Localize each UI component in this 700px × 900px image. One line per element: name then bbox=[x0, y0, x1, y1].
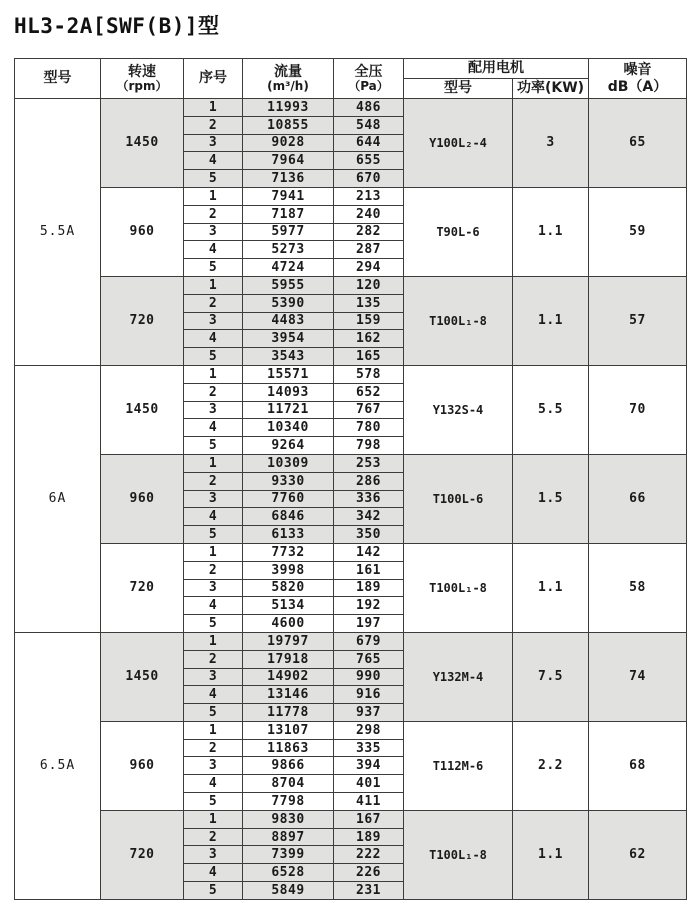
table-row bbox=[15, 187, 687, 205]
pressure-cell: 342 bbox=[334, 508, 404, 526]
pressure-cell: 548 bbox=[334, 116, 404, 134]
header-row-1 bbox=[15, 59, 687, 79]
flow-cell: 6846 bbox=[243, 508, 334, 526]
serial-cell: 1 bbox=[184, 721, 243, 739]
serial-cell: 4 bbox=[184, 330, 243, 348]
rpm-cell: 1450 bbox=[101, 365, 184, 454]
motor-model-cell: Y132S-4 bbox=[404, 365, 513, 454]
motor-model-cell: T100L₁-8 bbox=[404, 276, 513, 365]
pressure-cell: 298 bbox=[334, 721, 404, 739]
serial-cell: 3 bbox=[184, 668, 243, 686]
flow-cell: 5273 bbox=[243, 241, 334, 259]
serial-cell: 5 bbox=[184, 259, 243, 277]
serial-cell: 4 bbox=[184, 597, 243, 615]
pressure-cell: 670 bbox=[334, 170, 404, 188]
pressure-cell: 486 bbox=[334, 99, 404, 117]
flow-cell: 7760 bbox=[243, 490, 334, 508]
flow-cell: 4483 bbox=[243, 312, 334, 330]
header-model bbox=[15, 59, 101, 99]
noise-cell: 68 bbox=[589, 721, 687, 810]
serial-cell: 3 bbox=[184, 846, 243, 864]
spec-table-body bbox=[15, 99, 687, 900]
serial-cell: 2 bbox=[184, 561, 243, 579]
serial-cell: 4 bbox=[184, 241, 243, 259]
pressure-cell: 213 bbox=[334, 187, 404, 205]
motor-model-cell: T90L-6 bbox=[404, 187, 513, 276]
flow-cell: 7798 bbox=[243, 793, 334, 811]
serial-cell: 5 bbox=[184, 615, 243, 633]
serial-cell: 4 bbox=[184, 508, 243, 526]
serial-cell: 3 bbox=[184, 579, 243, 597]
header-pressure: 全压 （Pa） bbox=[334, 59, 404, 99]
pressure-cell: 189 bbox=[334, 828, 404, 846]
pressure-cell: 644 bbox=[334, 134, 404, 152]
serial-cell: 2 bbox=[184, 739, 243, 757]
page-title: HL3-2A[SWF(B)]型 bbox=[14, 14, 220, 38]
flow-cell: 7399 bbox=[243, 846, 334, 864]
motor-model-cell: Y132M-4 bbox=[404, 632, 513, 721]
pressure-cell: 135 bbox=[334, 294, 404, 312]
motor-power-cell: 1.1 bbox=[513, 543, 589, 632]
header-flow: 流量 (m³/h) bbox=[243, 59, 334, 99]
serial-cell: 2 bbox=[184, 828, 243, 846]
pressure-cell: 159 bbox=[334, 312, 404, 330]
flow-cell: 6528 bbox=[243, 864, 334, 882]
flow-cell: 3543 bbox=[243, 348, 334, 366]
pressure-cell: 165 bbox=[334, 348, 404, 366]
serial-cell: 5 bbox=[184, 704, 243, 722]
rpm-cell: 1450 bbox=[101, 99, 184, 188]
motor-power-cell: 3 bbox=[513, 99, 589, 188]
table-row bbox=[15, 276, 687, 294]
table-row bbox=[15, 454, 687, 472]
flow-cell: 9330 bbox=[243, 472, 334, 490]
serial-cell: 4 bbox=[184, 775, 243, 793]
flow-cell: 5390 bbox=[243, 294, 334, 312]
serial-cell: 5 bbox=[184, 437, 243, 455]
noise-cell: 66 bbox=[589, 454, 687, 543]
flow-cell: 3954 bbox=[243, 330, 334, 348]
header-motor-group: 配用电机 bbox=[404, 59, 589, 79]
table-header bbox=[15, 59, 687, 99]
pressure-cell: 335 bbox=[334, 739, 404, 757]
serial-cell: 3 bbox=[184, 312, 243, 330]
serial-cell: 5 bbox=[184, 526, 243, 544]
pressure-cell: 167 bbox=[334, 810, 404, 828]
fan-spec-table bbox=[14, 58, 687, 900]
flow-cell: 11778 bbox=[243, 704, 334, 722]
serial-cell: 3 bbox=[184, 401, 243, 419]
motor-model-cell: T100L₁-8 bbox=[404, 810, 513, 899]
flow-cell: 10855 bbox=[243, 116, 334, 134]
flow-cell: 9264 bbox=[243, 437, 334, 455]
pressure-cell: 161 bbox=[334, 561, 404, 579]
table-row bbox=[15, 721, 687, 739]
flow-cell: 9028 bbox=[243, 134, 334, 152]
motor-power-cell: 1.1 bbox=[513, 276, 589, 365]
pressure-cell: 655 bbox=[334, 152, 404, 170]
table-row bbox=[15, 365, 687, 383]
flow-cell: 6133 bbox=[243, 526, 334, 544]
header-motor-model: 型号 bbox=[404, 79, 513, 99]
noise-cell: 57 bbox=[589, 276, 687, 365]
flow-cell: 7732 bbox=[243, 543, 334, 561]
pressure-cell: 937 bbox=[334, 704, 404, 722]
motor-power-cell: 1.5 bbox=[513, 454, 589, 543]
header-model-label: 型号 bbox=[43, 70, 72, 87]
serial-cell: 5 bbox=[184, 793, 243, 811]
pressure-cell: 765 bbox=[334, 650, 404, 668]
serial-cell: 4 bbox=[184, 686, 243, 704]
serial-cell: 2 bbox=[184, 205, 243, 223]
header-serial: 序号 bbox=[184, 59, 243, 99]
header-motor-power: 功率(KW) bbox=[513, 79, 589, 99]
flow-cell: 7187 bbox=[243, 205, 334, 223]
flow-cell: 17918 bbox=[243, 650, 334, 668]
table-row bbox=[15, 632, 687, 650]
pressure-cell: 652 bbox=[334, 383, 404, 401]
pressure-cell: 411 bbox=[334, 793, 404, 811]
pressure-cell: 226 bbox=[334, 864, 404, 882]
pressure-cell: 189 bbox=[334, 579, 404, 597]
flow-cell: 10309 bbox=[243, 454, 334, 472]
flow-cell: 13107 bbox=[243, 721, 334, 739]
model-cell: 6.5A bbox=[15, 632, 101, 899]
table-row bbox=[15, 543, 687, 561]
motor-model-cell: T100L₁-8 bbox=[404, 543, 513, 632]
pressure-cell: 286 bbox=[334, 472, 404, 490]
pressure-cell: 222 bbox=[334, 846, 404, 864]
serial-cell: 1 bbox=[184, 810, 243, 828]
noise-cell: 65 bbox=[589, 99, 687, 188]
serial-cell: 4 bbox=[184, 864, 243, 882]
flow-cell: 5955 bbox=[243, 276, 334, 294]
pressure-cell: 162 bbox=[334, 330, 404, 348]
motor-power-cell: 1.1 bbox=[513, 187, 589, 276]
flow-cell: 13146 bbox=[243, 686, 334, 704]
pressure-cell: 401 bbox=[334, 775, 404, 793]
serial-cell: 5 bbox=[184, 882, 243, 900]
rpm-cell: 720 bbox=[101, 276, 184, 365]
table-row bbox=[15, 99, 687, 117]
flow-cell: 19797 bbox=[243, 632, 334, 650]
pressure-cell: 350 bbox=[334, 526, 404, 544]
serial-cell: 3 bbox=[184, 223, 243, 241]
flow-cell: 14093 bbox=[243, 383, 334, 401]
serial-cell: 1 bbox=[184, 365, 243, 383]
serial-cell: 1 bbox=[184, 187, 243, 205]
pressure-cell: 780 bbox=[334, 419, 404, 437]
pressure-cell: 767 bbox=[334, 401, 404, 419]
pressure-cell: 142 bbox=[334, 543, 404, 561]
flow-cell: 9830 bbox=[243, 810, 334, 828]
serial-cell: 3 bbox=[184, 490, 243, 508]
rpm-cell: 960 bbox=[101, 187, 184, 276]
motor-power-cell: 2.2 bbox=[513, 721, 589, 810]
rpm-cell: 960 bbox=[101, 454, 184, 543]
flow-cell: 5977 bbox=[243, 223, 334, 241]
flow-cell: 14902 bbox=[243, 668, 334, 686]
serial-cell: 4 bbox=[184, 419, 243, 437]
motor-power-cell: 5.5 bbox=[513, 365, 589, 454]
noise-cell: 62 bbox=[589, 810, 687, 899]
flow-cell: 5820 bbox=[243, 579, 334, 597]
pressure-cell: 578 bbox=[334, 365, 404, 383]
flow-cell: 7136 bbox=[243, 170, 334, 188]
model-cell: 5.5A bbox=[15, 99, 101, 366]
noise-cell: 58 bbox=[589, 543, 687, 632]
serial-cell: 5 bbox=[184, 170, 243, 188]
pressure-cell: 282 bbox=[334, 223, 404, 241]
serial-cell: 1 bbox=[184, 454, 243, 472]
serial-cell: 1 bbox=[184, 99, 243, 117]
serial-cell: 2 bbox=[184, 116, 243, 134]
header-noise: 噪音 dB（A） bbox=[589, 59, 687, 99]
flow-cell: 7964 bbox=[243, 152, 334, 170]
pressure-cell: 120 bbox=[334, 276, 404, 294]
flow-cell: 7941 bbox=[243, 187, 334, 205]
pressure-cell: 916 bbox=[334, 686, 404, 704]
serial-cell: 1 bbox=[184, 276, 243, 294]
rpm-cell: 1450 bbox=[101, 632, 184, 721]
pressure-cell: 798 bbox=[334, 437, 404, 455]
motor-model-cell: T112M-6 bbox=[404, 721, 513, 810]
pressure-cell: 287 bbox=[334, 241, 404, 259]
serial-cell: 2 bbox=[184, 650, 243, 668]
flow-cell: 9866 bbox=[243, 757, 334, 775]
flow-cell: 8704 bbox=[243, 775, 334, 793]
header-speed: 转速 （rpm） bbox=[101, 59, 184, 99]
noise-cell: 74 bbox=[589, 632, 687, 721]
pressure-cell: 336 bbox=[334, 490, 404, 508]
flow-cell: 5849 bbox=[243, 882, 334, 900]
flow-cell: 3998 bbox=[243, 561, 334, 579]
pressure-cell: 253 bbox=[334, 454, 404, 472]
flow-cell: 4600 bbox=[243, 615, 334, 633]
pressure-cell: 197 bbox=[334, 615, 404, 633]
pressure-cell: 231 bbox=[334, 882, 404, 900]
serial-cell: 5 bbox=[184, 348, 243, 366]
flow-cell: 11721 bbox=[243, 401, 334, 419]
serial-cell: 2 bbox=[184, 472, 243, 490]
flow-cell: 5134 bbox=[243, 597, 334, 615]
serial-cell: 1 bbox=[184, 543, 243, 561]
serial-cell: 4 bbox=[184, 152, 243, 170]
pressure-cell: 990 bbox=[334, 668, 404, 686]
serial-cell: 2 bbox=[184, 294, 243, 312]
pressure-cell: 294 bbox=[334, 259, 404, 277]
rpm-cell: 960 bbox=[101, 721, 184, 810]
flow-cell: 11863 bbox=[243, 739, 334, 757]
serial-cell: 1 bbox=[184, 632, 243, 650]
flow-cell: 4724 bbox=[243, 259, 334, 277]
motor-power-cell: 1.1 bbox=[513, 810, 589, 899]
serial-cell: 3 bbox=[184, 757, 243, 775]
pressure-cell: 192 bbox=[334, 597, 404, 615]
flow-cell: 15571 bbox=[243, 365, 334, 383]
noise-cell: 59 bbox=[589, 187, 687, 276]
noise-cell: 70 bbox=[589, 365, 687, 454]
pressure-cell: 240 bbox=[334, 205, 404, 223]
table-row bbox=[15, 810, 687, 828]
motor-power-cell: 7.5 bbox=[513, 632, 589, 721]
serial-cell: 2 bbox=[184, 383, 243, 401]
model-cell: 6A bbox=[15, 365, 101, 632]
serial-cell: 3 bbox=[184, 134, 243, 152]
rpm-cell: 720 bbox=[101, 810, 184, 899]
motor-model-cell: Y100L₂-4 bbox=[404, 99, 513, 188]
pressure-cell: 394 bbox=[334, 757, 404, 775]
pressure-cell: 679 bbox=[334, 632, 404, 650]
flow-cell: 11993 bbox=[243, 99, 334, 117]
flow-cell: 10340 bbox=[243, 419, 334, 437]
flow-cell: 8897 bbox=[243, 828, 334, 846]
rpm-cell: 720 bbox=[101, 543, 184, 632]
motor-model-cell: T100L-6 bbox=[404, 454, 513, 543]
